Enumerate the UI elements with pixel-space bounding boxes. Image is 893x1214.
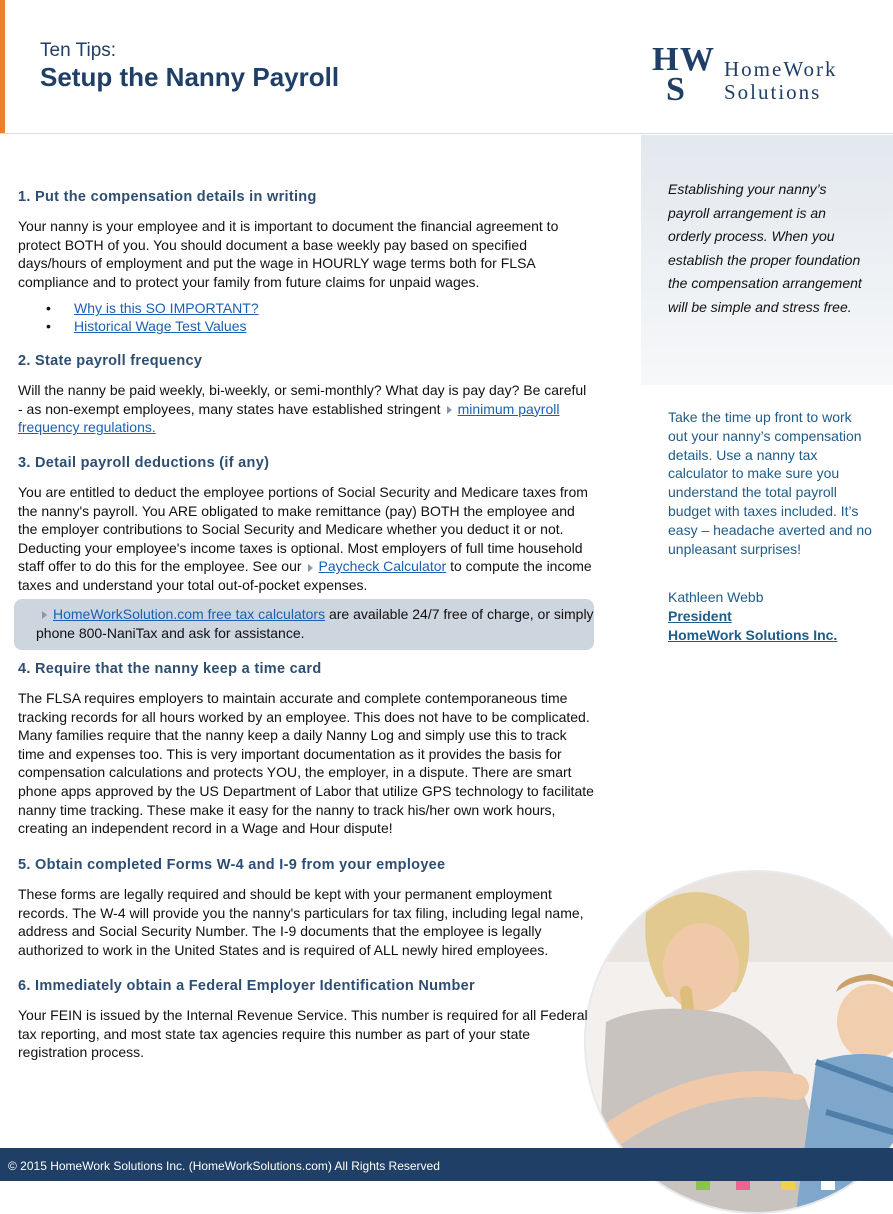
arrow-icon [447,406,452,414]
section-3-text-after: to compute the income taxes and understand your total out-of-pocket expenses. [18,558,592,593]
sidebar-quote: Establishing your nanny’s payroll arrangement is an orderly process. When you establish the proper foundation the compensation arrangement will be simple and stress free. [668,181,862,315]
section-6 [18,978,594,1062]
logo-monogram-icon [652,40,718,104]
logo-line-2: Solutions [724,80,822,104]
payroll-frequency-link[interactable]: minimum payroll frequency regulations. [18,400,560,436]
sidebar-tip: Take the time up front to work out your nanny’s compensation details. Use a nanny tax calculator to make sure you understand the total payroll budget with taxes included. It’s easy – headache averted and no unpleasant surprises! [668,409,872,557]
list-item [18,317,594,335]
section-1-body: Your nanny is your employee and it is important to document the financial agreement to protect BOTH of you. You should document a base weekly pay based on specified days/hours of employment and put the wage in HOURLY wage terms both for FLSA compliance and to protect your family from future claims for unpaid wages. [18,218,559,290]
section-1-heading: 1. Put the compensation details in writing [18,189,317,205]
section-1-links [18,299,594,335]
historical-wage-link[interactable]: Historical Wage Test Values [74,318,247,335]
page-header [0,0,893,134]
sidebar-quote-panel [641,135,893,385]
section-3-body [18,483,594,595]
section-4 [18,661,594,838]
section-4-body: The FLSA requires employers to maintain accurate and complete contemporaneous time tracking records for all hours worked by an employee. This does not have to be complicated. Many families require that the nanny keep a daily Nanny Log and simply use this to track time and expenses too. This is very important documentation as it provides the basis for compensation calculations and protects YOU, the employer, in a dispute. There are smart phone apps approved by the US Department of Labor that utilize GPS technology to facilitate nanny time tracking. These make it easy for the nanny to track his/her own work hours, creating an independent record in a Wage and Hour dispute! [18,690,594,837]
svg-text:S: S [666,71,685,104]
free-tax-calculators-link[interactable]: HomeWorkSolution.com free tax calculators [53,606,326,622]
section-5-heading: 5. Obtain completed Forms W-4 and I-9 from your employee [18,857,446,873]
svg-text:H: H [652,41,679,78]
section-3 [18,455,594,641]
section-3-heading: 3. Detail payroll deductions (if any) [18,455,270,471]
sidebar-signature [668,588,837,644]
section-6-body: Your FEIN is issued by the Internal Revenue Service. This number is required for all Federal tax reporting, and most state tax agencies require this number as part of your state registration process. [18,1007,588,1061]
section-5-body: These forms are legally required and should be kept with your permanent employment records. The W-4 will provide you the nanny's particulars for tax filing, including legal name, address and Social Security Number. The I-9 documents that the employee is legally authorized to work in the United States and is required of ALL newly hired employees. [18,886,584,958]
callout-text [36,605,594,642]
paycheck-calculator-link[interactable]: Paycheck Calculator [318,558,447,575]
signer-role: President [668,607,732,624]
svg-text:W: W [680,41,714,78]
section-2-body [18,381,594,437]
calculator-callout [14,599,594,650]
signer-company: HomeWork Solutions Inc. [668,626,838,643]
section-4-heading: 4. Require that the nanny keep a time card [18,661,322,677]
arrow-icon [308,564,313,572]
callout-body: are available 24/7 free of charge, or simply phone 800-NaniTax and ask for assistance. [36,606,594,641]
page-eyebrow: Ten Tips: [40,40,117,61]
why-important-link[interactable]: Why is this SO IMPORTANT? [74,300,259,317]
logo-line-1: HomeWork [724,57,838,81]
accent-bar [0,0,5,133]
page-title: Setup the Nanny Payroll [40,62,340,92]
section-2-text: Will the nanny be paid weekly, bi-weekly, or semi-monthly? What day is pay day? Be careful - as non-exempt employees, many states have established stringent [18,382,587,417]
signer-name: Kathleen Webb [668,589,764,605]
section-5 [18,857,594,959]
section-2-heading: 2. State payroll frequency [18,353,203,369]
section-1 [18,189,594,335]
section-6-heading: 6. Immediately obtain a Federal Employer Identification Number [18,978,475,994]
logo-wordmark [724,58,837,104]
section-3-text: You are entitled to deduct the employee portions of Social Security and Medicare taxes from the nanny's payroll. You ARE obligated to make remittance (pay) BOTH the employee and the employer contributions to Social Security and Medicare whether you deduct it or not. Deducting your employee's income taxes is optional. Most employers of full time household staff offer to do this for the employee. See our [18,484,588,575]
section-2 [18,353,594,437]
page-footer [0,1148,893,1181]
arrow-icon [42,611,47,619]
list-item [18,299,594,317]
company-logo [652,40,867,104]
copyright-text: © 2015 HomeWork Solutions Inc. (HomeWorkSolutions.com) All Rights Reserved [8,1159,440,1173]
